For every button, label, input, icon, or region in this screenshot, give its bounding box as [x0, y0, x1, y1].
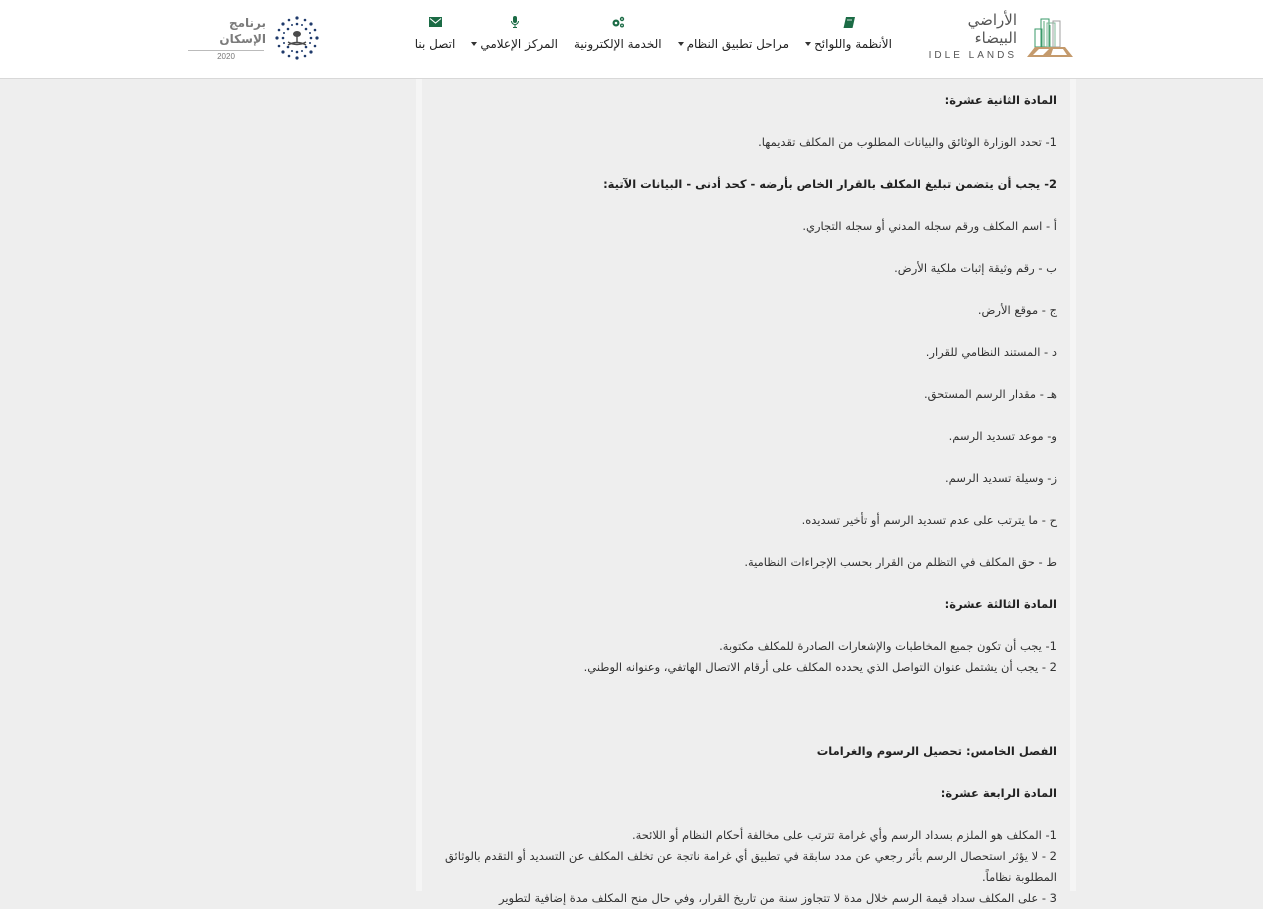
book-icon — [841, 14, 857, 30]
program-year: 2020 — [188, 50, 264, 62]
list-item: ح - ما يترتب على عدم تسديد الرسم أو تأخير تسديده. — [801, 513, 1057, 527]
nav-implementation-phases-label: مراحل تطبيق النظام — [686, 37, 790, 51]
brand-title-en: IDLE LANDS — [928, 50, 1017, 61]
article-12-paragraph-2: 2- يجب أن يتضمن تبليغ المكلف بالقرار الخاص بأرضه - كحد أدنى - البيانات الآتية: — [603, 177, 1057, 191]
nav-e-services-label: الخدمة الإلكترونية — [573, 37, 662, 51]
cogs-icon — [610, 14, 626, 30]
site-header — [0, 0, 1263, 79]
nav-icon-placeholder — [725, 14, 741, 30]
list-item: أ - اسم المكلف ورقم سجله المدني أو سجله التجاري. — [802, 219, 1057, 233]
list-item: و- موعد تسديد الرسم. — [948, 429, 1057, 443]
nav-regulations[interactable] — [797, 14, 900, 58]
list-item: ز- وسيلة تسديد الرسم. — [944, 471, 1057, 485]
list-item: هـ - مقدار الرسم المستحق. — [923, 387, 1057, 401]
nav-media-center[interactable] — [463, 14, 566, 58]
chevron-down-icon — [678, 42, 684, 46]
brand-text — [922, 11, 1017, 63]
article-14-title: المادة الرابعة عشرة: — [940, 786, 1057, 800]
article-13-paragraph-2: 2 - يجب أن يشتمل عنوان التواصل الذي يحدده المكلف على أرقام الاتصال الهاتفي، وعنوانه الوطني. — [583, 660, 1057, 674]
nav-implementation-phases[interactable] — [670, 14, 798, 58]
article-14-paragraph-2: 2 - لا يؤثر استحصال الرسم بأثر رجعي عن مدد سابقة في تطبيق أي غرامة ناتجة عن تخلف المكلف عن التسديد أو التقدم بالوثائق المطلوبة نظاماً. — [444, 849, 1057, 884]
program-text — [186, 15, 266, 62]
list-item: ب - رقم وثيقة إثبات ملكية الأرض. — [894, 261, 1057, 275]
nav-contact-us-label: اتصل بنا — [414, 37, 456, 51]
saudi-emblem-star-icon — [274, 15, 320, 61]
brand-title-ar: الأراضي البيضاء — [967, 11, 1017, 47]
article-14-paragraph-3: 3 - على المكلف سداد قيمة الرسم خلال مدة لا تتجاوز سنة من تاريخ القرار، وفي حال منح المكلف مدة إضافية لتطوير — [499, 891, 1057, 905]
article-body — [437, 90, 1057, 909]
chevron-down-icon — [805, 42, 811, 46]
nav-media-center-label: المركز الإعلامي — [480, 37, 558, 51]
list-item: د - المستند النظامي للقرار. — [925, 345, 1057, 359]
content-panel[interactable] — [422, 79, 1070, 905]
microphone-icon — [507, 14, 523, 30]
chapter-5-title: الفصل الخامس: تحصيل الرسوم والغرامات — [816, 744, 1057, 758]
program-title-ar: برنامج الإسكان — [219, 15, 266, 46]
nav-regulations-label: الأنظمة واللوائح — [814, 37, 892, 51]
housing-program-logo[interactable] — [186, 14, 321, 62]
nav-contact-us[interactable] — [407, 14, 464, 58]
list-item: ط - حق المكلف في التظلم من القرار بحسب الإجراءات النظامية. — [744, 555, 1057, 569]
content-column — [416, 79, 1076, 905]
envelope-icon — [427, 14, 443, 30]
chevron-down-icon — [471, 42, 477, 46]
list-item: ج - موقع الأرض. — [977, 303, 1057, 317]
main-nav — [360, 14, 900, 58]
article-12-title: المادة الثانية عشرة: — [944, 93, 1057, 107]
article-13-title: المادة الثالثة عشرة: — [944, 597, 1057, 611]
buildings-land-logo-icon — [1019, 15, 1077, 59]
article-12-paragraph-1: 1- تحدد الوزارة الوثائق والبيانات المطلوب من المكلف تقديمها. — [758, 135, 1057, 149]
idle-lands-logo[interactable] — [922, 11, 1077, 61]
article-13-paragraph-1: 1- يجب أن تكون جميع المخاطبات والإشعارات الصادرة للمكلف مكتوبة. — [719, 639, 1057, 653]
nav-e-services[interactable] — [566, 14, 670, 58]
article-14-paragraph-1: 1- المكلف هو الملزم بسداد الرسم وأي غرامة تترتب على مخالفة أحكام النظام أو اللائحة. — [631, 828, 1057, 842]
